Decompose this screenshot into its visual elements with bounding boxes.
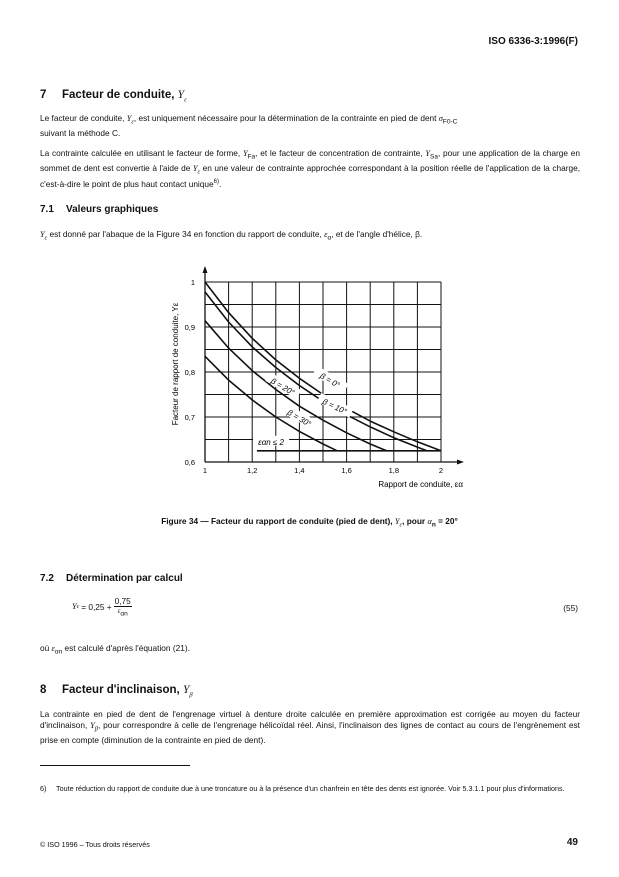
y-axis-arrow-icon	[203, 266, 208, 273]
symbol: Y	[425, 149, 430, 158]
equation-55	[72, 596, 132, 617]
symbol: Y	[177, 89, 185, 101]
symbol: Y	[126, 114, 132, 123]
x-tick-label: 1	[202, 466, 208, 475]
denominator	[118, 607, 128, 617]
x-tick-label: 2	[438, 466, 444, 475]
section-number: 7.2	[40, 573, 54, 584]
series-label: β = 30°	[285, 407, 313, 429]
section-7-2-heading	[40, 573, 183, 584]
fraction	[114, 596, 132, 617]
x-axis-arrow-icon	[457, 460, 464, 465]
symbol-sub: β	[94, 725, 98, 733]
text: , pour une application de la charge en sommet de dent est convertie à l'aide de	[40, 148, 581, 173]
x-tick-label: 1,2	[246, 466, 258, 475]
x-tick-label: 1,4	[294, 466, 305, 475]
series-label: β = 10°	[321, 396, 349, 417]
text: , est uniquement nécessaire pour la détermination de la contrainte en pied de dent	[133, 113, 439, 123]
y-tick-label: 1	[190, 278, 195, 287]
series-label: β = 0°	[318, 371, 342, 390]
text: La contrainte en pied de dent de l'engrenage virtuel à denture droite calculée en première approximation est corrigée au moyen du facteur d'inclinaison,	[40, 709, 580, 730]
symbol-sub: ε	[197, 168, 201, 176]
symbol: α	[427, 517, 432, 526]
y-axis-label: Facteur de rapport de conduite, Yε	[171, 302, 180, 426]
figure-caption	[0, 516, 619, 529]
symbol: ε	[117, 607, 121, 615]
symbol: Y	[394, 517, 400, 526]
section-title: Détermination par calcul	[66, 573, 183, 584]
symbol: Y	[182, 684, 190, 696]
numerator: 0,75	[114, 596, 131, 606]
symbol-sub: ε	[44, 234, 48, 242]
symbol: ε	[324, 230, 328, 239]
x-axis-label: Rapport de conduite, εα	[378, 480, 463, 489]
page-number: 49	[566, 837, 578, 848]
text: .	[218, 179, 222, 190]
symbol: β	[415, 229, 420, 239]
copyright: © ISO 1996 – Tous droits réservés	[40, 840, 150, 849]
y-tick-label: 0,6	[184, 458, 195, 467]
document-id: ISO 6336-3:1996(F)	[488, 36, 578, 47]
text: est calculé d'après l'équation (21).	[62, 643, 190, 653]
text: en une valeur de contrainte approchée correspondant à la position réelle de l'application de la charge, c'est-à-dire le point de plus haut contact unique	[40, 162, 580, 190]
series-label: β = 20°	[269, 376, 297, 398]
text: , pour	[402, 516, 428, 526]
text: , et de l'angle d'hélice,	[331, 229, 416, 239]
series-label: εαn ≤ 2	[258, 437, 284, 447]
symbol: Y	[90, 721, 95, 730]
text: suivant la méthode C.	[40, 127, 121, 138]
symbol-sub: αn	[120, 610, 128, 618]
symbol-sub: n	[431, 521, 436, 529]
footnote-text: Toute réduction du rapport de conduite due à une troncature ou à la présence d'un chanfrein en tête des dents est ignorée. Voir 5.3.1.1 pour plus d'informations.	[56, 784, 565, 793]
section-number: 7.1	[40, 204, 54, 215]
paragraph-8	[40, 709, 580, 746]
y-tick-label: 0,9	[184, 323, 195, 332]
footnote-ref[interactable]: 6)	[213, 179, 219, 186]
symbol-sub: ε	[399, 521, 403, 529]
symbol: Y	[72, 602, 77, 612]
y-tick-label: 0,7	[184, 413, 195, 422]
symbol-sub: β	[189, 691, 193, 699]
y-tick-label: 0,8	[184, 368, 195, 377]
footnote	[40, 784, 580, 794]
symbol: Y	[192, 163, 198, 173]
symbol-sub: αn	[54, 648, 63, 656]
symbol: ε	[51, 644, 55, 653]
symbol-sub: α	[327, 234, 332, 242]
text: où	[40, 643, 52, 653]
x-tick-label: 1,6	[341, 466, 352, 475]
text: , pour correspondre à celle de l'engrenage hélicoïdal réel. Ainsi, l'inclinaison des lignes de contact au cours de l'engrènement est prise en compte (diminution de la contrainte en pied de dent).	[40, 720, 580, 745]
section-title: Valeurs graphiques	[66, 204, 159, 215]
symbol-sub: Sa	[429, 153, 438, 161]
footnote-separator	[40, 765, 190, 766]
text: .	[419, 229, 423, 239]
section-number: 8	[40, 684, 47, 696]
symbol-sub: ε	[76, 603, 80, 611]
section-number: 7	[40, 89, 47, 101]
section-title: Facteur d'inclinaison,	[62, 684, 183, 696]
footnote-number: 6)	[40, 784, 47, 793]
series-line	[205, 321, 387, 451]
paragraph-7-2-text	[40, 643, 580, 658]
symbol: σ	[438, 114, 443, 123]
x-tick-label: 1,8	[388, 466, 400, 475]
symbol-sub: F0-C	[442, 118, 458, 126]
text: La contrainte calculée en utilisant le facteur de forme,	[40, 148, 243, 158]
symbol: Y	[242, 149, 248, 158]
text: = 0,25 +	[81, 601, 112, 612]
equation-number: (55)	[563, 603, 578, 613]
text: est donné par l'abaque de la Figure 34 en fonction du rapport de conduite,	[47, 229, 325, 239]
text: Le facteur de conduite,	[40, 113, 127, 123]
text: = 20°	[435, 516, 458, 526]
symbol-sub: ε	[184, 96, 187, 104]
symbol: Y	[40, 230, 45, 239]
section-title: Facteur de conduite,	[62, 89, 178, 101]
text: Figure 34 — Facteur du rapport de conduite (pied de dent),	[161, 516, 395, 526]
text: , et le facteur de concentration de contrainte,	[255, 148, 426, 158]
symbol-sub: ε	[131, 118, 134, 126]
symbol-sub: Fa	[247, 153, 256, 161]
section-8-heading	[40, 684, 193, 698]
